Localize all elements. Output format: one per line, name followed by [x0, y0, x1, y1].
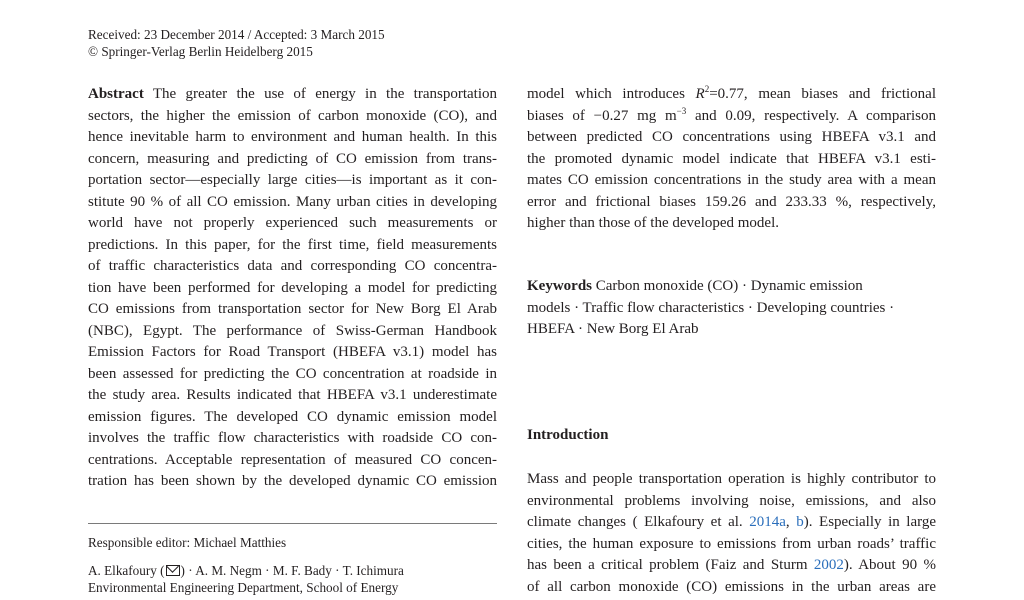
abstract-line: of traffic characteristics data and corresponding CO concentra-: [88, 258, 497, 274]
intro-line: Mass and people transportation operation is highly contributor to: [527, 471, 936, 487]
author-affiliation: [88, 562, 404, 596]
affiliation-line: Environmental Engineering Department, School of Energy: [88, 580, 399, 595]
abstract-line: hence inevitable harm to environment and human health. In this: [88, 129, 497, 145]
responsible-editor: Responsible editor: Michael Matthies: [88, 535, 287, 550]
abstract-continued: [527, 84, 936, 235]
intro-line: cities, the human exposure to emissions from urban roads’ traffic: [527, 535, 936, 552]
copyright-line: © Springer-Verlag Berlin Heidelberg 2015: [88, 44, 313, 59]
footnote-divider: [88, 523, 497, 524]
abstract-line: between predicted CO concentrations using HBEFA v3.1 and: [527, 129, 936, 145]
intro-line: environmental problems involving noise, emissions, and also: [527, 492, 936, 509]
abstract-line: the study area. Results indicated that HBEFA v3.1 underestimate: [88, 387, 497, 403]
abstract-text: [88, 84, 497, 493]
abstract-line: emission figures. The developed CO dynamic emission model: [88, 408, 497, 425]
abstract-line: mates CO emission concentrations in the study area with a mean: [527, 172, 936, 188]
abstract-line: sectors, the higher the emission of carbon monoxide (CO), and: [88, 107, 497, 124]
abstract-line: concern, measuring and predicting of CO emission from trans-: [88, 150, 497, 167]
received-accepted-line: Received: 23 December 2014 / Accepted: 3 March 2015: [88, 27, 385, 42]
abstract-line: biases of −0.27 mg $m^{-3}$ and 0.09, respectively. A comparison: [527, 105, 936, 124]
intro-line: climate changes ( Elkafoury et al. 2014a, b). Especially in large: [527, 514, 937, 530]
introduction-heading: Introduction: [527, 427, 609, 443]
abstract-line: Abstract The greater the use of energy in the transportation: [88, 86, 497, 102]
citation-link[interactable]: 2002: [813, 557, 844, 573]
abstract-line: tration has been shown by the developed dynamic CO emission: [88, 473, 497, 489]
abstract-line: CO emissions from transportation sector for New Borg El Arab: [88, 301, 497, 317]
intro-line: of all carbon monoxide (CO) emissions in the urban areas are: [527, 578, 936, 595]
abstract-line: portation sector—especially large cities—is important as it con-: [88, 172, 497, 188]
abstract-line: stitute 90 % of all CO emission. Many urban cities in developing: [88, 193, 497, 210]
citation-link[interactable]: b: [796, 514, 804, 530]
abstract-line: predictions. In this paper, for the first time, field measurements: [88, 236, 497, 253]
abstract-label: Abstract: [88, 86, 144, 102]
abstract-line: involves the traffic flow characteristics with roadside CO con-: [88, 430, 497, 446]
keywords-block: [527, 276, 936, 341]
keywords-line: models · Traffic flow characteristics · Developing countries ·: [527, 299, 895, 316]
abstract-line: (NBC), Egypt. The performance of Swiss-German Handbook: [88, 322, 497, 339]
intro-line: has been a critical problem (Faiz and Sturm 2002). About 90 %: [527, 557, 936, 573]
introduction-body: [527, 469, 936, 598]
abstract-line: been assessed for predicting the CO concentration at roadside in: [88, 365, 497, 382]
article-dates: [88, 26, 385, 60]
abstract-line: error and frictional biases 159.26 and 233.33 %, respectively,: [527, 193, 936, 210]
abstract-line: world have not properly experienced such measurements or: [88, 215, 497, 231]
keywords-label: Keywords: [527, 278, 592, 294]
keywords-line: HBEFA · New Borg El Arab: [527, 321, 699, 337]
abstract-line: tion have been performed for developing a model for predicting: [88, 279, 497, 296]
abstract-line: higher than those of the developed model.: [527, 215, 780, 231]
abstract-column: [88, 84, 497, 493]
envelope-icon[interactable]: [166, 565, 180, 576]
abstract-line: centrations. Acceptable representation of measured CO concen-: [88, 451, 497, 468]
abstract-line: model which introduces $R^2=0.77$, mean biases and frictional: [527, 84, 936, 102]
abstract-continued-text: [527, 84, 936, 235]
author-list: A. Elkafoury ( ) · A. M. Negm · M. F. Bady · T. Ichimura: [88, 563, 404, 578]
abstract-line: Emission Factors for Road Transport (HBEFA v3.1) model has: [88, 344, 497, 360]
keywords-line: Keywords Carbon monoxide (CO) · Dynamic emission: [527, 278, 863, 294]
abstract-line: the promoted dynamic model indicate that HBEFA v3.1 esti-: [527, 150, 936, 167]
citation-link[interactable]: 2014a: [749, 514, 786, 530]
